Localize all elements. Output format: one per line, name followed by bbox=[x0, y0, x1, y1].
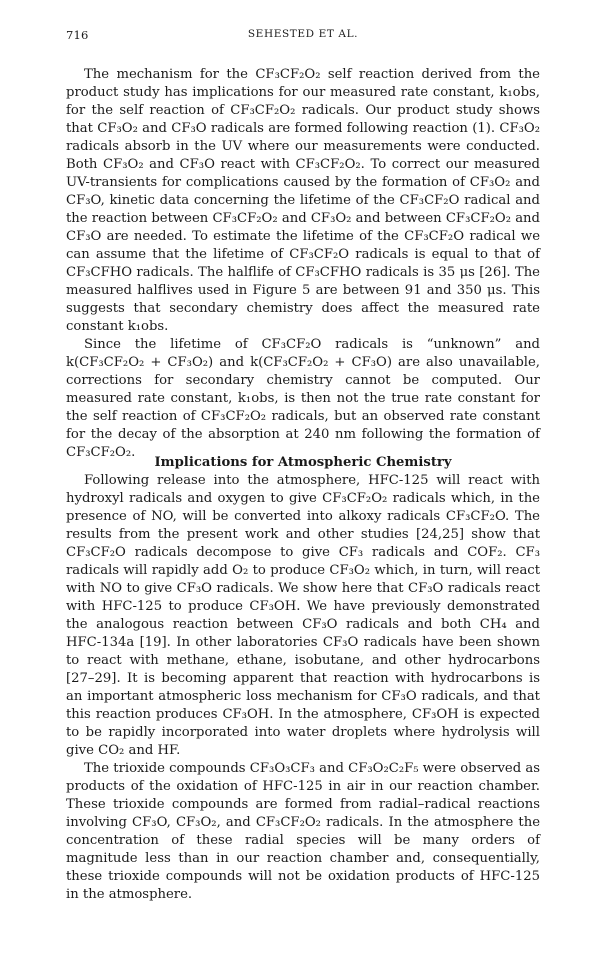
section-heading: Implications for Atmospheric Chemistry bbox=[154, 455, 452, 470]
paragraph: The trioxide compounds CF₃O₃CF₃ and CF₃O₂C₂F₅ were observed as products of the oxidation of HFC-125 in air in our reaction chamber. These trioxide compounds are formed from radial–radical reactions involving CF₃O, CF₃O₂, and CF₃CF₂O₂ radicals. In the atmosphere the concentration of these radial species will be many orders of magnitude less than in our reaction chamber and, consequentially, these trioxide compounds will not be oxidation products of HFC-125 in the atmosphere. bbox=[66, 761, 540, 902]
paragraph: Since the lifetime of CF₃CF₂O radicals is “unknown” and k(CF₃CF₂O₂ + CF₃O₂) and k(CF₃CF₂O₂ + CF₃O) are also unavailable, corrections for secondary chemistry cannot be computed. Our measured rate constant, k₁obs, is then not the true rate constant for the self reaction of CF₃CF₂O₂ radicals, but an observed rate constant for the decay of the absorption at 240 nm following the formation of CF₃CF₂O₂. bbox=[66, 337, 540, 460]
paragraph: Following release into the atmosphere, HFC-125 will react with hydroxyl radicals and oxygen to give CF₃CF₂O₂ radicals which, in the presence of NO, will be converted into alkoxy radicals CF₃CF₂O. The results from the present work and other studies [24,25] show that CF₃CF₂O radicals decompose to give CF₃ radicals and COF₂. CF₃ radicals will rapidly add O₂ to produce CF₃O₂ which, in turn, will react with NO to give CF₃O radicals. We show here that CF₃O radicals react with HFC-125 to produce CF₃OH. We have previously demonstrated the analogous reaction between CF₃O radicals and both CH₄ and HFC-134a [19]. In other laboratories CF₃O radicals have been shown to react with methane, ethane, isobutane, and other hydrocarbons [27–29]. It is becoming apparent that reaction with hydrocarbons is an important atmospheric loss mechanism for CF₃O radicals, and that this reaction produces CF₃OH. In the atmosphere, CF₃OH is expected to be rapidly incorporated into water droplets where hydrolysis will give CO₂ and HF. bbox=[66, 473, 540, 758]
paragraph: The mechanism for the CF₃CF₂O₂ self reaction derived from the product study has implications for our measured rate constant, k₁obs, for the self reaction of CF₃CF₂O₂ radicals. Our product study shows that CF₃O₂ and CF₃O radicals are formed following reaction (1). CF₃O₂ radicals absorb in the UV where our measurements were conducted. Both CF₃O₂ and CF₃O react with CF₃CF₂O₂. To correct our measured UV-transients for complications caused by the formation of CF₃O₂ and CF₃O, kinetic data concerning the lifetime of the CF₃CF₂O radical and the reaction between CF₃CF₂O₂ and CF₃O₂ and between CF₃CF₂O₂ and CF₃O are needed. To estimate the lifetime of the CF₃CF₂O radical we can assume that the lifetime of CF₃CF₂O radicals is equal to that of CF₃CFHO radicals. The halflife of CF₃CFHO radicals is 35 μs [26]. The measured halflives used in Figure 5 are between 91 and 350 μs. This suggests that secondary chemistry does affect the measured rate constant k₁obs. bbox=[66, 67, 540, 334]
body-text-top bbox=[66, 66, 540, 462]
running-title: SEHESTED ET AL. bbox=[247, 28, 359, 40]
page-number: 716 bbox=[66, 28, 89, 42]
body-text-bottom bbox=[66, 472, 540, 904]
running-head bbox=[66, 28, 540, 44]
